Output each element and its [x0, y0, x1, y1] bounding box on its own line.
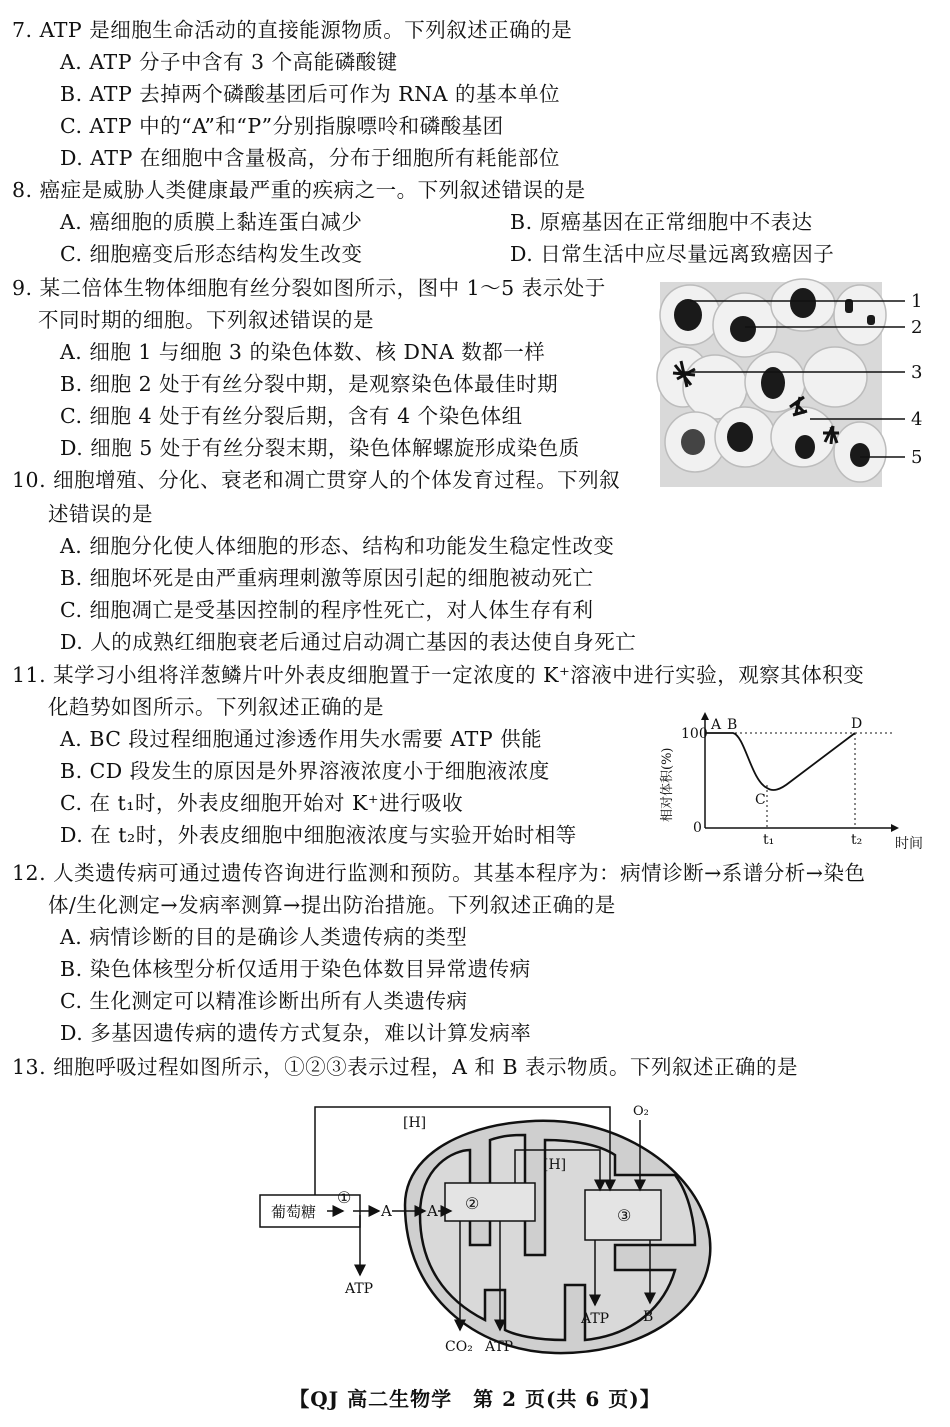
q8-option-b: B. 原癌基因在正常细胞中不表达	[510, 210, 813, 234]
q13-stem: 13. 细胞呼吸过程如图所示，①②③表示过程，A 和 B 表示物质。下列叙述正确的是	[12, 1055, 799, 1079]
atp-label-2: ATP	[485, 1339, 514, 1355]
q9-option-b: B. 细胞 2 处于有丝分裂中期，是观察染色体最佳时期	[60, 372, 559, 396]
q8-option-d: D. 日常生活中应尽量远离致癌因子	[510, 242, 835, 266]
q8-option-c: C. 细胞癌变后形态结构发生改变	[60, 242, 363, 266]
y-tick-100: 100	[681, 726, 708, 742]
q9-stem-line2: 不同时期的细胞。下列叙述错误的是	[38, 308, 374, 332]
atp-label-1: ATP	[345, 1281, 374, 1297]
q11-option-d: D. 在 t₂时，外表皮细胞中细胞液浓度与实验开始时相等	[60, 823, 577, 847]
q7-option-d: D. ATP 在细胞中含量极高，分布于细胞所有耗能部位	[60, 146, 560, 170]
substance-a-label-1: A	[381, 1202, 392, 1220]
cell-label-5: 5	[911, 447, 923, 468]
h-label-1: [H]	[403, 1115, 427, 1131]
volume-curve	[705, 733, 855, 790]
q10-option-c: C. 细胞凋亡是受基因控制的程序性死亡，对人体生存有利	[60, 598, 594, 622]
q10-option-a: A. 细胞分化使人体细胞的形态、结构和功能发生稳定性改变	[60, 534, 615, 558]
q8-stem: 8. 癌症是威胁人类健康最严重的疾病之一。下列叙述错误的是	[12, 178, 586, 202]
q11-option-a: A. BC 段过程细胞通过渗透作用失水需要 ATP 供能	[60, 727, 543, 751]
q11-option-c: C. 在 t₁时，外表皮细胞开始对 K⁺进行吸收	[60, 791, 464, 815]
q9-option-d: D. 细胞 5 处于有丝分裂末期，染色体解螺旋形成染色质	[60, 436, 580, 460]
q9-stem-line1: 9. 某二倍体生物体细胞有丝分裂如图所示，图中 1～5 表示处于	[12, 276, 606, 300]
o2-label: O₂	[633, 1104, 649, 1119]
y-axis-label: 相对体积(%)	[660, 747, 675, 822]
step-2-label: ②	[465, 1194, 480, 1213]
atp-label-3: ATP	[581, 1311, 610, 1327]
point-c-label: C	[755, 792, 766, 808]
q7-option-b: B. ATP 去掉两个磷酸基团后可作为 RNA 的基本单位	[60, 82, 560, 106]
co2-label: CO₂	[445, 1339, 473, 1355]
q9-option-c: C. 细胞 4 处于有丝分裂后期，含有 4 个染色体组	[60, 404, 523, 428]
q12-option-a: A. 病情诊断的目的是确诊人类遗传病的类型	[60, 925, 468, 949]
q8-option-a: A. 癌细胞的质膜上黏连蛋白减少	[60, 210, 363, 234]
q12-stem-line1: 12. 人类遗传病可通过遗传咨询进行监测和预防。其基本程序为：病情诊断→系谱分析→染色	[12, 861, 866, 885]
q12-stem-line2: 体/生化测定→发病率测算→提出防治措施。下列叙述正确的是	[48, 893, 616, 917]
substance-b-label: B	[643, 1309, 654, 1325]
cell-label-2: 2	[911, 317, 923, 338]
q12-option-c: C. 生化测定可以精准诊断出所有人类遗传病	[60, 989, 468, 1013]
q9-option-a: A. 细胞 1 与细胞 3 的染色体数、核 DNA 数都一样	[60, 340, 546, 364]
glucose-label: 葡萄糖	[271, 1203, 317, 1221]
q10-option-d: D. 人的成熟红细胞衰老后通过启动凋亡基因的表达使自身死亡	[60, 630, 637, 654]
origin-label: 0	[693, 820, 702, 836]
q12-option-b: B. 染色体核型分析仅适用于染色体数目异常遗传病	[60, 957, 531, 981]
substance-a-label-2: A	[427, 1202, 438, 1220]
page-footer: 【QJ 高二生物学 第 2 页(共 6 页)】	[289, 1387, 661, 1411]
q12-option-d: D. 多基因遗传病的遗传方式复杂，难以计算发病率	[60, 1021, 532, 1045]
cell-label-4: 4	[911, 409, 923, 430]
step-3-label: ③	[617, 1206, 632, 1225]
q10-option-b: B. 细胞坏死是由严重病理刺激等原因引起的细胞被动死亡	[60, 566, 594, 590]
point-a-label: A	[711, 717, 722, 733]
t2-label: t₂	[851, 832, 863, 848]
respiration-diagram	[255, 1095, 725, 1365]
q7-stem: 7. ATP 是细胞生命活动的直接能源物质。下列叙述正确的是	[12, 18, 573, 42]
step-1-label: ①	[337, 1188, 352, 1207]
cell-label-1: 1	[911, 291, 923, 312]
process-2-box	[445, 1183, 535, 1221]
q11-stem-line2: 化趋势如图所示。下列叙述正确的是	[48, 695, 384, 719]
t1-label: t₁	[763, 832, 775, 848]
mitosis-micrograph	[655, 277, 945, 492]
q11-stem-line1: 11. 某学习小组将洋葱鳞片叶外表皮细胞置于一定浓度的 K⁺溶液中进行实验，观察其体积变	[12, 663, 865, 687]
point-b-label: B	[727, 717, 738, 733]
volume-graph	[655, 710, 940, 860]
q7-option-a: A. ATP 分子中含有 3 个高能磷酸键	[60, 50, 398, 74]
x-axis-label: 时间	[895, 836, 923, 852]
q7-option-c: C. ATP 中的“A”和“P”分别指腺嘌呤和磷酸基团	[60, 114, 504, 138]
q10-stem-line1: 10. 细胞增殖、分化、衰老和凋亡贯穿人的个体发育过程。下列叙	[12, 468, 621, 492]
h-label-2: [H]	[543, 1157, 567, 1173]
q11-option-b: B. CD 段发生的原因是外界溶液浓度小于细胞液浓度	[60, 759, 550, 783]
point-d-label: D	[851, 716, 863, 732]
cell-label-3: 3	[911, 362, 923, 383]
q10-stem-line2: 述错误的是	[48, 502, 153, 526]
